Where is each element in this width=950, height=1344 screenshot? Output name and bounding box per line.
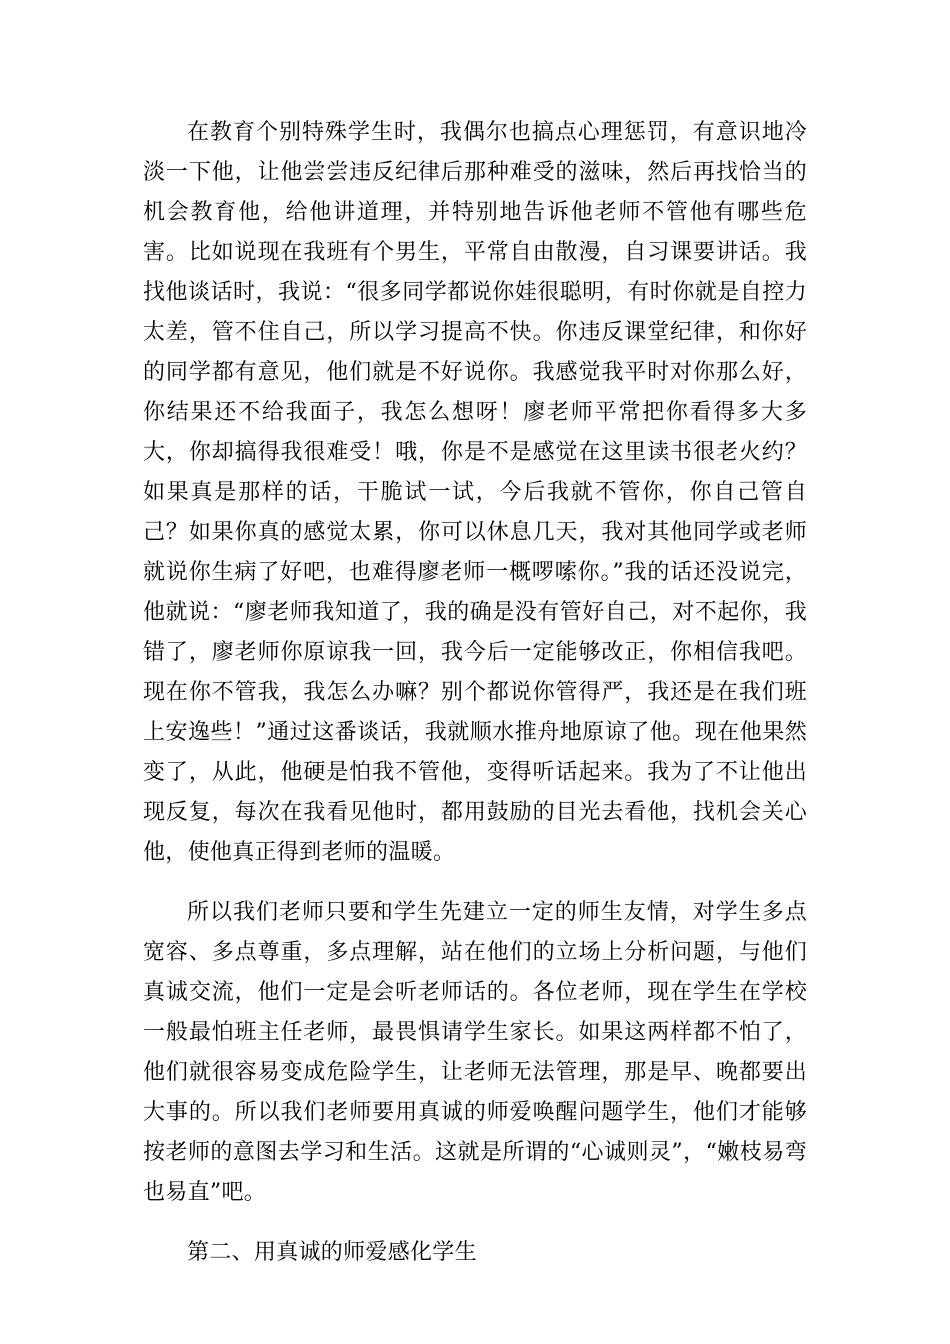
section-heading: 第二、用真诚的师爱感化学生: [187, 1240, 477, 1265]
document-body: [143, 113, 807, 1273]
paragraph-2: 所以我们老师只要和学生先建立一定的师生友情，对学生多点宽容、多点尊重，多点理解，站在他们的立场上分析问题，与他们真诚交流，他们一定是会听老师话的。各位老师，现在学生在学校一般最怕班主任老师，最畏惧请学生家长。如果这两样都不怕了，他们就很容易变成危险学生，让老师无法管理，那是早、晚都要出大事的。所以我们老师要用真诚的师爱唤醒问题学生，他们才能够按老师的意图去学习和生活。这就是所谓的“心诚则灵”，“嫩枝易弯也易直”吧。: [143, 900, 807, 1205]
paragraph-1: 在教育个别特殊学生时，我偶尔也搞点心理惩罚，有意识地冷淡一下他，让他尝尝违反纪律后那种难受的滋味，然后再找恰当的机会教育他，给他讲道理，并特别地告诉他老师不管他有哪些危害。比如说现在我班有个男生，平常自由散漫，自习课要讲话。我找他谈话时，我说：“很多同学都说你娃很聪明，有时你就是自控力太差，管不住自己，所以学习提高不快。你违反课堂纪律，和你好的同学都有意见，他们就是不好说你。我感觉我平时对你那么好，你结果还不给我面子，我怎么想呀！廖老师平常把你看得多大多大，你却搞得我很难受！哦，你是不是感觉在这里读书很老火约？如果真是那样的话，干脆试一试，今后我就不管你，你自己管自己？如果你真的感觉太累，你可以休息几天，我对其他同学或老师就说你生病了好吧，也难得廖老师一概啰嗦你。”我的话还没说完，他就说：“廖老师我知道了，我的确是没有管好自己，对不起你，我错了，廖老师你原谅我一回，我今后一定能够改正，你相信我吧。现在你不管我，我怎么办嘛？别个都说你管得严，我还是在我们班上安逸些！”通过这番谈话，我就顺水推舟地原谅了他。现在他果然变了，从此，他硬是怕我不管他，变得听话起来。我为了不让他出现反复，每次在我看见他时，都用鼓励的目光去看他，找机会关心他，使他真正得到老师的温暖。: [143, 120, 807, 865]
